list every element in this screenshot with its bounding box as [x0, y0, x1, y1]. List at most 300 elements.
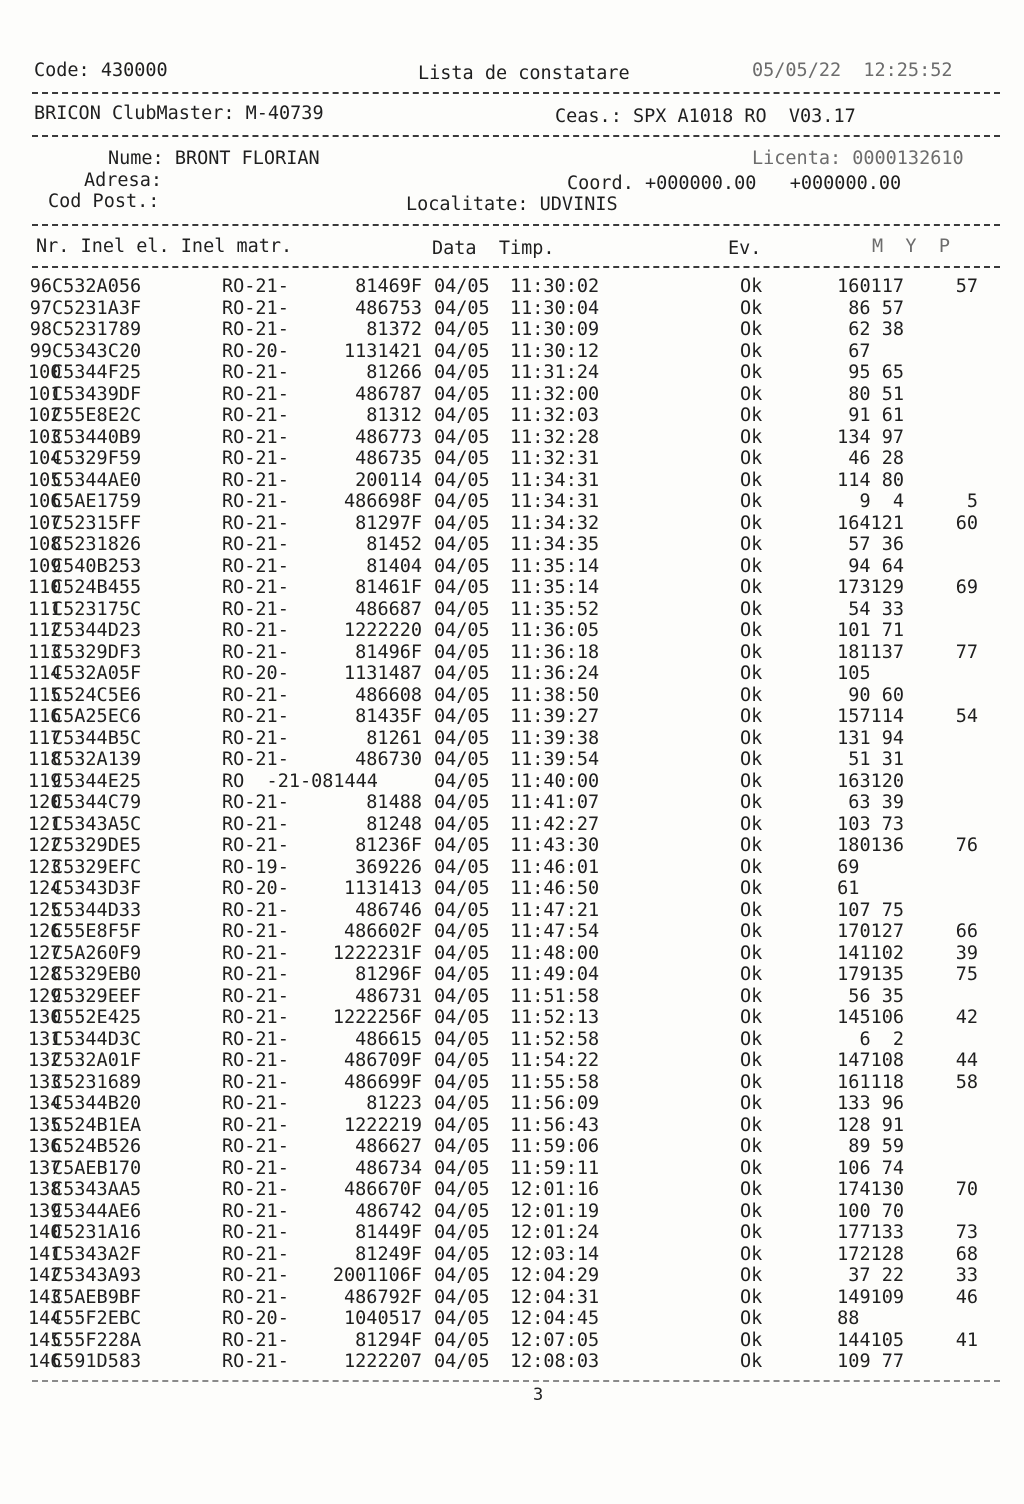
arrival-time: 11:39:27 [510, 706, 600, 727]
ring-prefix: RO-20- [222, 1308, 289, 1329]
arrival-time: 11:30:12 [510, 340, 600, 362]
ring-prefix: RO-21- [222, 1028, 289, 1050]
electronic-ring-id: C5344B5C [52, 727, 142, 749]
arrival-time: 12:04:29 [510, 1265, 600, 1286]
arrival-date: 04/05 [434, 577, 490, 598]
row-number: 107 [28, 512, 62, 534]
ring-number: 81372 [366, 319, 422, 340]
row-number: 116 [28, 706, 62, 727]
arrival-date: 04/05 [434, 1007, 490, 1028]
arrival-date: 04/05 [434, 1222, 490, 1243]
event-status: Ok [740, 878, 763, 899]
arrival-date: 04/05 [434, 878, 490, 899]
m-y-values: 61 [837, 878, 904, 899]
row-number: 104 [28, 448, 62, 469]
row-number: 139 [28, 1200, 62, 1222]
electronic-ring-id: C55E8F5F [52, 921, 142, 942]
table-row [0, 1158, 1024, 1180]
table-row [0, 1308, 1024, 1330]
electronic-ring-id: C55F228A [52, 1329, 142, 1351]
p-value: 66 [955, 921, 978, 942]
event-status: Ok [740, 1179, 763, 1200]
row-number: 99 [29, 340, 52, 362]
ring-number: 81488 [366, 792, 422, 813]
table-row [0, 1072, 1024, 1094]
ring-number: 81297F [355, 512, 422, 534]
ring-number: 486670F [344, 1179, 422, 1200]
event-status: Ok [740, 319, 763, 340]
electronic-ring-id: C5344AE0 [52, 469, 142, 491]
license-label: Licenta: 0000132610 [752, 148, 964, 169]
ring-prefix: RO-21- [222, 534, 289, 555]
arrival-date: 04/05 [434, 706, 490, 727]
p-value: 5 [966, 491, 978, 512]
ring-number: 81223 [366, 1093, 422, 1114]
electronic-ring-id: C524B455 [52, 577, 142, 598]
ring-number: 81496F [355, 641, 422, 663]
electronic-ring-id: C5343D3F [52, 878, 142, 899]
arrival-date: 04/05 [434, 899, 490, 921]
p-value: 39 [955, 942, 978, 964]
arrival-date: 04/05 [434, 1071, 490, 1093]
row-number: 125 [28, 899, 62, 921]
electronic-ring-id: C53439DF [52, 383, 142, 405]
event-status: Ok [740, 1136, 763, 1157]
arrival-date: 04/05 [434, 749, 490, 770]
arrival-time: 12:08:03 [510, 1351, 600, 1372]
electronic-ring-id: C5329F59 [52, 448, 142, 469]
m-y-values: 144105 [837, 1329, 904, 1351]
arrival-date: 04/05 [434, 405, 490, 426]
ring-number: 81261 [366, 727, 422, 749]
m-y-values: 177133 [837, 1222, 904, 1243]
row-number: 134 [28, 1093, 62, 1114]
event-status: Ok [740, 899, 763, 921]
electronic-ring-id: C5344E25 [52, 770, 142, 792]
table-row [0, 427, 1024, 449]
ring-prefix: RO-21- [222, 555, 289, 577]
column-header-ev: Ev. [728, 238, 762, 259]
table-row [0, 878, 1024, 900]
electronic-ring-id: C5231A3F [52, 297, 142, 319]
print-datetime: 05/05/22 12:25:52 [752, 60, 953, 81]
row-number: 127 [28, 942, 62, 964]
table-row [0, 921, 1024, 943]
ring-prefix: RO-21- [222, 448, 289, 469]
m-y-values: 101 71 [837, 620, 904, 641]
arrival-time: 11:39:54 [510, 749, 600, 770]
row-number: 130 [28, 1007, 62, 1028]
arrival-time: 11:32:00 [510, 383, 600, 405]
ring-number: 1222256F [332, 1007, 422, 1028]
electronic-ring-id: C5344C79 [52, 792, 142, 813]
electronic-ring-id: C5329DF3 [52, 641, 142, 663]
arrival-time: 11:51:58 [510, 985, 600, 1007]
electronic-ring-id: C5329EB0 [52, 964, 142, 985]
ring-prefix: RO-21- [222, 1093, 289, 1114]
arrival-time: 11:47:54 [510, 921, 600, 942]
table-row [0, 706, 1024, 728]
event-status: Ok [740, 469, 763, 491]
arrival-date: 04/05 [434, 297, 490, 319]
table-row [0, 1265, 1024, 1287]
electronic-ring-id: C5329EEF [52, 985, 142, 1007]
row-number: 120 [28, 792, 62, 813]
arrival-date: 04/05 [434, 362, 490, 383]
table-row [0, 728, 1024, 750]
row-number: 128 [28, 964, 62, 985]
ring-number: 81294F [355, 1329, 422, 1351]
m-y-values: 170127 [837, 921, 904, 942]
arrival-time: 11:46:01 [510, 856, 600, 878]
table-row [0, 1179, 1024, 1201]
p-value: 68 [955, 1243, 978, 1265]
electronic-ring-id: C5231689 [52, 1071, 142, 1093]
event-status: Ok [740, 1157, 763, 1179]
p-value: 44 [955, 1050, 978, 1071]
p-value: 54 [955, 706, 978, 727]
club-label: BRICON ClubMaster: M-40739 [34, 103, 324, 124]
ring-prefix: RO-21- [222, 1329, 289, 1351]
ring-number: 486792F [344, 1286, 422, 1308]
p-value: 77 [955, 641, 978, 663]
row-number: 114 [28, 663, 62, 684]
ring-number: 81312 [366, 405, 422, 426]
divider [32, 135, 1000, 137]
table-row [0, 1351, 1024, 1373]
p-value: 75 [955, 964, 978, 985]
row-number: 133 [28, 1071, 62, 1093]
table-row [0, 964, 1024, 986]
table-row [0, 276, 1024, 298]
column-header-datetime: Data Timp. [432, 238, 555, 259]
table-row [0, 685, 1024, 707]
row-number: 100 [28, 362, 62, 383]
arrival-time: 11:36:05 [510, 620, 600, 641]
electronic-ring-id: C5329DE5 [52, 835, 142, 856]
row-number: 144 [28, 1308, 62, 1329]
arrival-date: 04/05 [434, 1136, 490, 1157]
event-status: Ok [740, 448, 763, 469]
ring-number: 486787 [355, 383, 422, 405]
arrival-time: 11:59:11 [510, 1157, 600, 1179]
table-row [0, 1050, 1024, 1072]
arrival-time: 11:30:02 [510, 276, 600, 297]
arrival-date: 04/05 [434, 1308, 490, 1329]
event-status: Ok [740, 1050, 763, 1071]
row-number: 101 [28, 383, 62, 405]
row-number: 129 [28, 985, 62, 1007]
ring-prefix: RO-21- [222, 319, 289, 340]
ring-number: 486753 [355, 297, 422, 319]
table-row [0, 857, 1024, 879]
electronic-ring-id: C5344B20 [52, 1093, 142, 1114]
arrival-date: 04/05 [434, 1028, 490, 1050]
p-value: 42 [955, 1007, 978, 1028]
electronic-ring-id: C532A05F [52, 663, 142, 684]
ring-number: 369226 [355, 856, 422, 878]
ring-prefix: RO-21- [222, 1007, 289, 1028]
ring-prefix: RO-21- [222, 362, 289, 383]
event-status: Ok [740, 1222, 763, 1243]
ring-number: 486742 [355, 1200, 422, 1222]
ring-prefix: RO-21- [222, 1200, 289, 1222]
table-row [0, 792, 1024, 814]
table-row [0, 1029, 1024, 1051]
table-row [0, 405, 1024, 427]
m-y-values: 180136 [837, 835, 904, 856]
ring-number: 486698F [344, 491, 422, 512]
arrival-date: 04/05 [434, 1286, 490, 1308]
ring-number: 81236F [355, 835, 422, 856]
arrival-date: 04/05 [434, 426, 490, 448]
column-header-ring: Nr. Inel el. Inel matr. [36, 236, 293, 257]
event-status: Ok [740, 1286, 763, 1308]
arrival-time: 11:55:58 [510, 1071, 600, 1093]
arrival-time: 11:31:24 [510, 362, 600, 383]
event-status: Ok [740, 1071, 763, 1093]
ring-prefix: RO-21- [222, 964, 289, 985]
address-label: Adresa: [84, 170, 162, 191]
ring-prefix: RO-20- [222, 878, 289, 899]
event-status: Ok [740, 1265, 763, 1286]
event-status: Ok [740, 598, 763, 620]
event-status: Ok [740, 1329, 763, 1351]
event-status: Ok [740, 276, 763, 297]
table-row [0, 943, 1024, 965]
m-y-values: 56 35 [848, 985, 904, 1007]
ring-number: 486731 [355, 985, 422, 1007]
electronic-ring-id: C5344AE6 [52, 1200, 142, 1222]
table-row [0, 1136, 1024, 1158]
arrival-time: 11:52:58 [510, 1028, 600, 1050]
arrival-date: 04/05 [434, 469, 490, 491]
p-value: 60 [955, 512, 978, 534]
arrival-time: 11:48:00 [510, 942, 600, 964]
m-y-values: 57 36 [848, 534, 904, 555]
row-number: 140 [28, 1222, 62, 1243]
arrival-date: 04/05 [434, 985, 490, 1007]
m-y-values: 172128 [837, 1243, 904, 1265]
table-row [0, 1287, 1024, 1309]
ring-number: 200114 [355, 469, 422, 491]
column-header-myp: M Y P [872, 236, 950, 257]
m-y-values: 157114 [837, 706, 904, 727]
ring-number: 81452 [366, 534, 422, 555]
m-y-values: 95 65 [848, 362, 904, 383]
arrival-date: 04/05 [434, 727, 490, 749]
event-status: Ok [740, 985, 763, 1007]
electronic-ring-id: C5343C20 [52, 340, 142, 362]
row-number: 142 [28, 1265, 62, 1286]
electronic-ring-id: C53440B9 [52, 426, 142, 448]
m-y-values: 173129 [837, 577, 904, 598]
row-number: 105 [28, 469, 62, 491]
ring-prefix: RO-20- [222, 340, 289, 362]
ring-prefix: RO-21- [222, 598, 289, 620]
event-status: Ok [740, 727, 763, 749]
arrival-time: 12:01:19 [510, 1200, 600, 1222]
electronic-ring-id: C55E8E2C [52, 405, 142, 426]
locality-label: Localitate: UDVINIS [406, 194, 618, 215]
event-status: Ok [740, 706, 763, 727]
electronic-ring-id: C5329EFC [52, 856, 142, 878]
code-label: Code: 430000 [34, 60, 168, 81]
row-number: 122 [28, 835, 62, 856]
m-y-values: 149109 [837, 1286, 904, 1308]
ring-prefix: RO-21- [222, 383, 289, 405]
arrival-date: 04/05 [434, 319, 490, 340]
ring-prefix: RO-21- [222, 706, 289, 727]
electronic-ring-id: C552E425 [52, 1007, 142, 1028]
row-number: 131 [28, 1028, 62, 1050]
arrival-time: 12:01:24 [510, 1222, 600, 1243]
m-y-values: 90 60 [848, 684, 904, 706]
p-value: 70 [955, 1179, 978, 1200]
m-y-values: 37 22 [848, 1265, 904, 1286]
arrival-date: 04/05 [434, 1200, 490, 1222]
arrival-time: 11:34:35 [510, 534, 600, 555]
arrival-time: 11:52:13 [510, 1007, 600, 1028]
electronic-ring-id: C5A25EC6 [52, 706, 142, 727]
table-row [0, 771, 1024, 793]
table-row [0, 341, 1024, 363]
arrival-time: 11:36:24 [510, 663, 600, 684]
arrival-time: 11:32:28 [510, 426, 600, 448]
arrival-date: 04/05 [434, 641, 490, 663]
electronic-ring-id: C5344D3C [52, 1028, 142, 1050]
m-y-values: 147108 [837, 1050, 904, 1071]
ring-prefix: RO-21- [222, 684, 289, 706]
m-y-values: 91 61 [848, 405, 904, 426]
row-number: 124 [28, 878, 62, 899]
ring-prefix: RO-21- [222, 620, 289, 641]
electronic-ring-id: C5343AA5 [52, 1179, 142, 1200]
electronic-ring-id: C591D583 [52, 1351, 142, 1372]
postal-code-label: Cod Post.: [48, 191, 160, 212]
arrival-time: 11:56:43 [510, 1114, 600, 1136]
m-y-values: 86 57 [848, 297, 904, 319]
event-status: Ok [740, 835, 763, 856]
arrival-date: 04/05 [434, 491, 490, 512]
row-number: 126 [28, 921, 62, 942]
table-row [0, 1244, 1024, 1266]
electronic-ring-id: C5AE1759 [52, 491, 142, 512]
row-number: 143 [28, 1286, 62, 1308]
ring-prefix: RO-21- [222, 1265, 289, 1286]
ring-number: 486627 [355, 1136, 422, 1157]
m-y-values: 161118 [837, 1071, 904, 1093]
m-y-values: 181137 [837, 641, 904, 663]
ring-prefix: RO-21- [222, 792, 289, 813]
row-number: 109 [28, 555, 62, 577]
m-y-values: 9 4 [859, 491, 904, 512]
ring-prefix: RO -21-081444 [222, 770, 378, 792]
ring-number: 81449F [355, 1222, 422, 1243]
row-number: 110 [28, 577, 62, 598]
table-row [0, 620, 1024, 642]
divider [32, 224, 1000, 226]
row-number: 141 [28, 1243, 62, 1265]
m-y-values: 106 74 [837, 1157, 904, 1179]
row-number: 103 [28, 426, 62, 448]
ring-prefix: RO-21- [222, 512, 289, 534]
ring-number: 1222207 [344, 1351, 422, 1372]
page-number: 3 [533, 1385, 544, 1405]
m-y-values: 107 75 [837, 899, 904, 921]
m-y-values: 109 77 [837, 1351, 904, 1372]
event-status: Ok [740, 620, 763, 641]
ring-number: 81266 [366, 362, 422, 383]
electronic-ring-id: C5343A2F [52, 1243, 142, 1265]
row-number: 138 [28, 1179, 62, 1200]
arrival-time: 12:01:16 [510, 1179, 600, 1200]
ring-prefix: RO-21- [222, 1114, 289, 1136]
p-value: 73 [955, 1222, 978, 1243]
p-value: 46 [955, 1286, 978, 1308]
event-status: Ok [740, 856, 763, 878]
electronic-ring-id: C5231A16 [52, 1222, 142, 1243]
ring-prefix: RO-21- [222, 1071, 289, 1093]
table-row [0, 556, 1024, 578]
table-row [0, 1330, 1024, 1352]
arrival-time: 11:59:06 [510, 1136, 600, 1157]
m-y-values: 133 96 [837, 1093, 904, 1114]
p-value: 33 [955, 1265, 978, 1286]
ring-prefix: RO-21- [222, 835, 289, 856]
row-number: 106 [28, 491, 62, 512]
m-y-values: 80 51 [848, 383, 904, 405]
table-row [0, 642, 1024, 664]
p-value: 76 [955, 835, 978, 856]
row-number: 98 [29, 319, 52, 340]
arrival-time: 12:07:05 [510, 1329, 600, 1351]
row-number: 136 [28, 1136, 62, 1157]
arrival-date: 04/05 [434, 534, 490, 555]
event-status: Ok [740, 770, 763, 792]
ring-prefix: RO-21- [222, 1179, 289, 1200]
arrival-date: 04/05 [434, 1179, 490, 1200]
ring-number: 486730 [355, 749, 422, 770]
arrival-time: 11:36:18 [510, 641, 600, 663]
m-y-values: 141102 [837, 942, 904, 964]
ring-number: 486602F [344, 921, 422, 942]
electronic-ring-id: C5A260F9 [52, 942, 142, 964]
arrival-time: 11:40:00 [510, 770, 600, 792]
arrival-time: 11:32:31 [510, 448, 600, 469]
ring-prefix: RO-19- [222, 856, 289, 878]
ring-prefix: RO-21- [222, 426, 289, 448]
arrival-date: 04/05 [434, 340, 490, 362]
arrival-date: 04/05 [434, 663, 490, 684]
electronic-ring-id: C532A139 [52, 749, 142, 770]
table-row [0, 534, 1024, 556]
arrival-date: 04/05 [434, 964, 490, 985]
ring-number: 2001106F [332, 1265, 422, 1286]
arrival-time: 11:34:31 [510, 491, 600, 512]
arrival-date: 04/05 [434, 383, 490, 405]
m-y-values: 94 64 [848, 555, 904, 577]
divider [32, 266, 1000, 268]
electronic-ring-id: C5231789 [52, 319, 142, 340]
electronic-ring-id: C524B1EA [52, 1114, 142, 1136]
m-y-values: 105 [837, 663, 904, 684]
event-status: Ok [740, 641, 763, 663]
arrival-time: 11:41:07 [510, 792, 600, 813]
arrival-time: 11:39:38 [510, 727, 600, 749]
ring-prefix: RO-21- [222, 921, 289, 942]
event-status: Ok [740, 383, 763, 405]
